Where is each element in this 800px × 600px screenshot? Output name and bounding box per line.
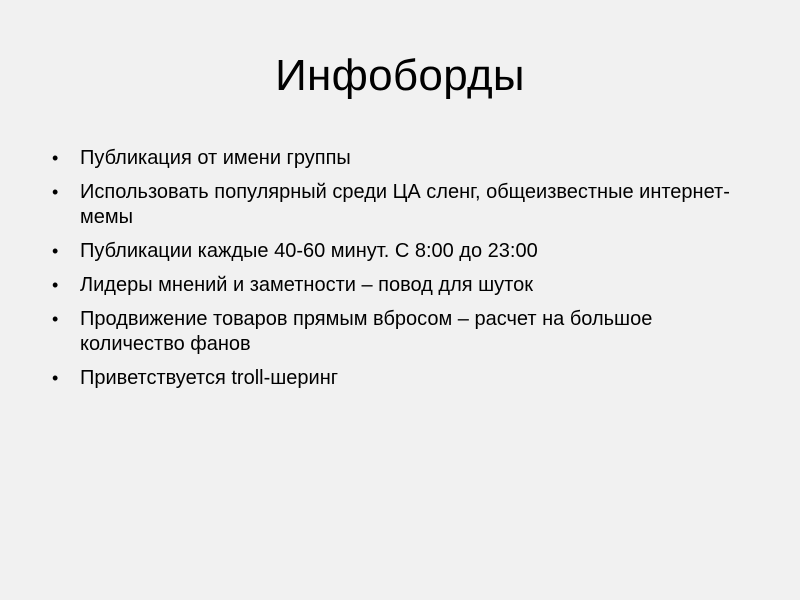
list-item xyxy=(52,273,752,298)
bullet-text: Лидеры мнений и заметности – повод для шуток xyxy=(80,274,533,296)
bullet-text: Публикации каждые 40-60 минут. С 8:00 до 23:00 xyxy=(80,240,538,262)
list-item xyxy=(52,180,752,230)
bullet-icon: • xyxy=(52,241,59,261)
bullet-icon: • xyxy=(52,182,59,202)
list-item xyxy=(52,366,752,391)
bullet-text: Использовать популярный среди ЦА сленг, общеизвестные интернет-мемы xyxy=(80,181,730,228)
bullet-text: Публикация от имени группы xyxy=(80,147,351,169)
list-item xyxy=(52,146,752,171)
list-item xyxy=(52,307,752,357)
bullet-icon: • xyxy=(52,309,59,329)
bullet-list xyxy=(52,146,752,400)
list-item xyxy=(52,239,752,264)
bullet-icon: • xyxy=(52,148,59,168)
bullet-text: Приветствуется troll-шеринг xyxy=(80,367,339,389)
slide-title: Инфоборды xyxy=(275,51,525,100)
bullet-text: Продвижение товаров прямым вбросом – расчет на большое количество фанов xyxy=(80,308,653,355)
bullet-icon: • xyxy=(52,368,59,388)
bullet-icon: • xyxy=(52,275,59,295)
